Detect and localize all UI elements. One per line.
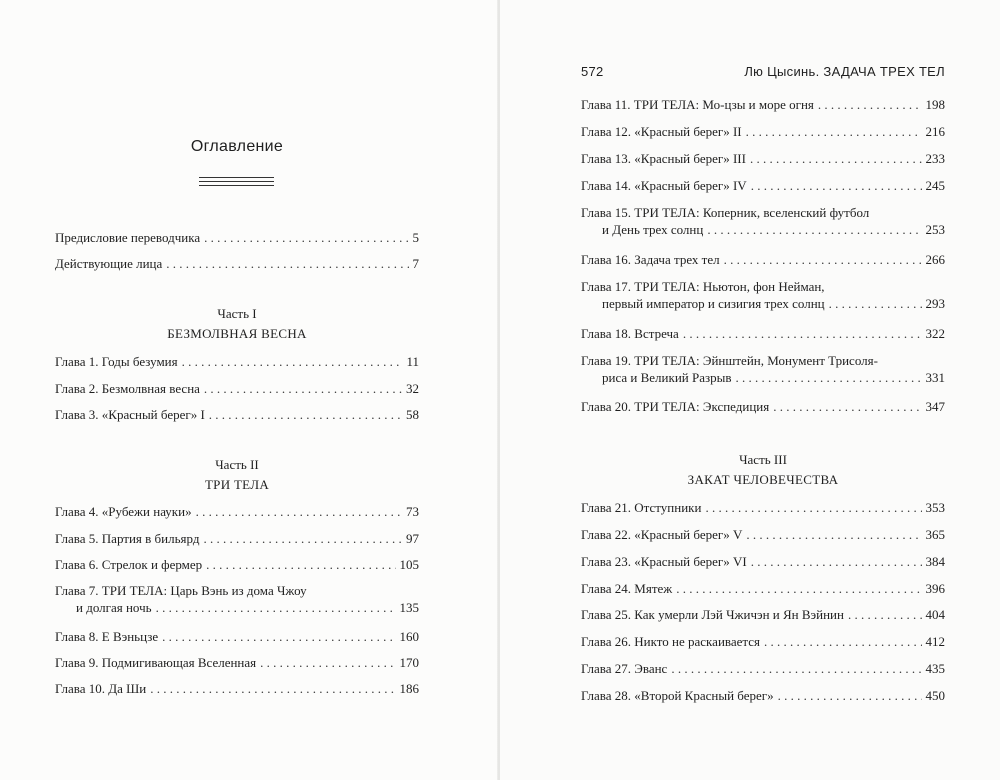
toc-entry xyxy=(581,633,945,650)
entry-title: Глава 28. «Второй Красный берег» xyxy=(581,688,774,703)
left-page xyxy=(0,0,498,780)
part-name: ЗАКАТ ЧЕЛОВЕЧЕСТВА xyxy=(687,472,839,487)
dot-leader xyxy=(204,229,408,246)
entry-page: 135 xyxy=(399,600,419,615)
running-head: Лю Цысинь. ЗАДАЧА ТРЕХ ТЕЛ xyxy=(744,64,945,79)
entry-title: Предисловие переводчика xyxy=(55,230,201,245)
dot-leader xyxy=(683,325,922,342)
entry-title: Глава 23. «Красный берег» VI xyxy=(581,554,747,569)
entry-page: 58 xyxy=(406,407,419,422)
entry-title-continued: и долгая ночь xyxy=(76,600,152,615)
toc-entry xyxy=(581,580,945,597)
toc-entry xyxy=(55,255,419,272)
toc-entry xyxy=(581,660,945,677)
toc-entry xyxy=(581,606,945,623)
toc-entry xyxy=(581,553,945,570)
toc-entry xyxy=(581,96,945,113)
part-name: БЕЗМОЛВНАЯ ВЕСНА xyxy=(167,326,307,341)
dot-leader xyxy=(848,606,922,623)
entry-page: 331 xyxy=(925,370,945,385)
toc-entry xyxy=(55,503,419,520)
entry-page: 233 xyxy=(925,151,945,166)
entry-title: Глава 24. Мятеж xyxy=(581,581,673,596)
entry-page: 347 xyxy=(925,399,945,414)
toc-entry xyxy=(581,278,945,312)
dot-leader xyxy=(206,556,395,573)
entry-title-continued: и День трех солнц xyxy=(602,222,704,237)
part-heading xyxy=(55,304,419,344)
entry-title: Глава 21. Отступники xyxy=(581,500,702,515)
dot-leader xyxy=(746,526,921,543)
entry-title: Глава 22. «Красный берег» V xyxy=(581,527,743,542)
entry-title: Глава 27. Эванс xyxy=(581,661,668,676)
toc-entry xyxy=(55,229,419,246)
entry-page: 435 xyxy=(925,661,945,676)
dot-leader xyxy=(751,553,922,570)
toc-entry xyxy=(55,406,419,423)
toc-entry xyxy=(581,123,945,140)
toc-entry xyxy=(581,687,945,704)
dot-leader xyxy=(156,599,396,616)
entry-page: 73 xyxy=(406,504,419,519)
part-label: Часть II xyxy=(215,457,259,472)
dot-leader xyxy=(750,150,922,167)
entry-title: Глава 16. Задача трех тел xyxy=(581,252,720,267)
dot-leader xyxy=(764,633,922,650)
entry-title: Глава 1. Годы безумия xyxy=(55,354,178,369)
part-heading xyxy=(55,455,419,495)
dot-leader xyxy=(818,96,922,113)
entry-title: Глава 15. ТРИ ТЕЛА: Коперник, вселенский футбол xyxy=(581,205,870,220)
dot-leader xyxy=(707,221,921,238)
entry-page: 266 xyxy=(925,252,945,267)
dot-leader xyxy=(746,123,922,140)
toc-entry xyxy=(55,556,419,573)
dot-leader xyxy=(671,660,921,677)
entry-page: 170 xyxy=(399,655,419,670)
toc-entry xyxy=(581,398,945,415)
entry-title: Глава 6. Стрелок и фермер xyxy=(55,557,203,572)
entry-title: Глава 9. Подмигивающая Вселенная xyxy=(55,655,257,670)
dot-leader xyxy=(204,380,402,397)
dot-leader xyxy=(203,530,402,547)
entry-page: 216 xyxy=(925,124,945,139)
entry-title: Глава 2. Безмолвная весна xyxy=(55,381,200,396)
entry-page: 245 xyxy=(925,178,945,193)
dot-leader xyxy=(196,503,402,520)
dot-leader xyxy=(751,177,922,194)
entry-title: Глава 14. «Красный берег» IV xyxy=(581,178,747,193)
entry-page: 396 xyxy=(925,581,945,596)
entry-page: 412 xyxy=(925,634,945,649)
entry-page: 11 xyxy=(406,354,419,369)
toc-entry xyxy=(581,177,945,194)
page-number: 572 xyxy=(581,64,604,79)
entry-page: 253 xyxy=(925,222,945,237)
dot-leader xyxy=(209,406,402,423)
entry-page: 5 xyxy=(412,230,419,245)
toc-entry xyxy=(581,352,945,386)
running-header xyxy=(581,64,945,79)
dot-leader xyxy=(166,255,408,272)
entry-title: Глава 11. ТРИ ТЕЛА: Мо-цзы и море огня xyxy=(581,97,814,112)
entry-title: Глава 3. «Красный берег» I xyxy=(55,407,205,422)
toc-title: Оглавление xyxy=(190,138,284,155)
toc-entry xyxy=(55,654,419,671)
entry-title: Глава 13. «Красный берег» III xyxy=(581,151,746,166)
entry-title: Глава 10. Да Ши xyxy=(55,681,147,696)
dot-leader xyxy=(829,295,922,312)
entry-title: Глава 18. Встреча xyxy=(581,326,679,341)
entry-title: Глава 8. Е Вэньцзе xyxy=(55,629,159,644)
dot-leader xyxy=(162,628,395,645)
toc-entry xyxy=(581,204,945,238)
entry-page: 97 xyxy=(406,531,419,546)
part-label: Часть III xyxy=(739,452,787,467)
part-label: Часть I xyxy=(217,306,257,321)
entry-page: 322 xyxy=(925,326,945,341)
entry-title: Действующие лица xyxy=(55,256,163,271)
toc-entry xyxy=(581,526,945,543)
entry-page: 293 xyxy=(925,296,945,311)
entry-title: Глава 20. ТРИ ТЕЛА: Экспедиция xyxy=(581,399,770,414)
dot-leader xyxy=(705,499,921,516)
entry-page: 450 xyxy=(925,688,945,703)
entry-page: 7 xyxy=(412,256,419,271)
entry-title: Глава 5. Партия в бильярд xyxy=(55,531,200,546)
dot-leader xyxy=(260,654,395,671)
dot-leader xyxy=(778,687,922,704)
part-name: ТРИ ТЕЛА xyxy=(204,477,270,492)
toc-entry xyxy=(55,380,419,397)
entry-title: Глава 12. «Красный берег» II xyxy=(581,124,742,139)
toc-entry xyxy=(581,499,945,516)
entry-page: 353 xyxy=(925,500,945,515)
entry-page: 198 xyxy=(925,97,945,112)
toc-entry xyxy=(581,150,945,167)
dot-leader xyxy=(724,251,922,268)
entry-title: Глава 26. Никто не раскаивается xyxy=(581,634,760,649)
toc-entry xyxy=(55,530,419,547)
dot-leader xyxy=(736,369,922,386)
entry-page: 160 xyxy=(399,629,419,644)
entry-title: Глава 25. Как умерли Лэй Чжичэн и Ян Вэйнин xyxy=(581,607,844,622)
dot-leader xyxy=(150,680,395,697)
entry-title-continued: первый император и сизигия трех солнц xyxy=(602,296,825,311)
part-heading xyxy=(581,450,945,490)
entry-page: 186 xyxy=(399,681,419,696)
dot-leader xyxy=(773,398,921,415)
entry-page: 384 xyxy=(925,554,945,569)
entry-title-continued: риса и Великий Разрыв xyxy=(602,370,732,385)
toc-entry xyxy=(55,628,419,645)
toc-entry xyxy=(55,582,419,616)
toc-entry xyxy=(55,353,419,370)
toc-entry xyxy=(55,680,419,697)
entry-page: 32 xyxy=(406,381,419,396)
dot-leader xyxy=(676,580,921,597)
entry-page: 404 xyxy=(925,607,945,622)
entry-title: Глава 7. ТРИ ТЕЛА: Царь Вэнь из дома Чжоу xyxy=(55,583,307,598)
title-ornament xyxy=(199,177,274,186)
dot-leader xyxy=(182,353,403,370)
entry-page: 105 xyxy=(399,557,419,572)
toc-entry xyxy=(581,251,945,268)
entry-title: Глава 17. ТРИ ТЕЛА: Ньютон, фон Нейман, xyxy=(581,279,825,294)
entry-page: 365 xyxy=(925,527,945,542)
entry-title: Глава 4. «Рубежи науки» xyxy=(55,504,192,519)
toc-entry xyxy=(581,325,945,342)
entry-title: Глава 19. ТРИ ТЕЛА: Эйнштейн, Монумент Трисоля- xyxy=(581,353,878,368)
